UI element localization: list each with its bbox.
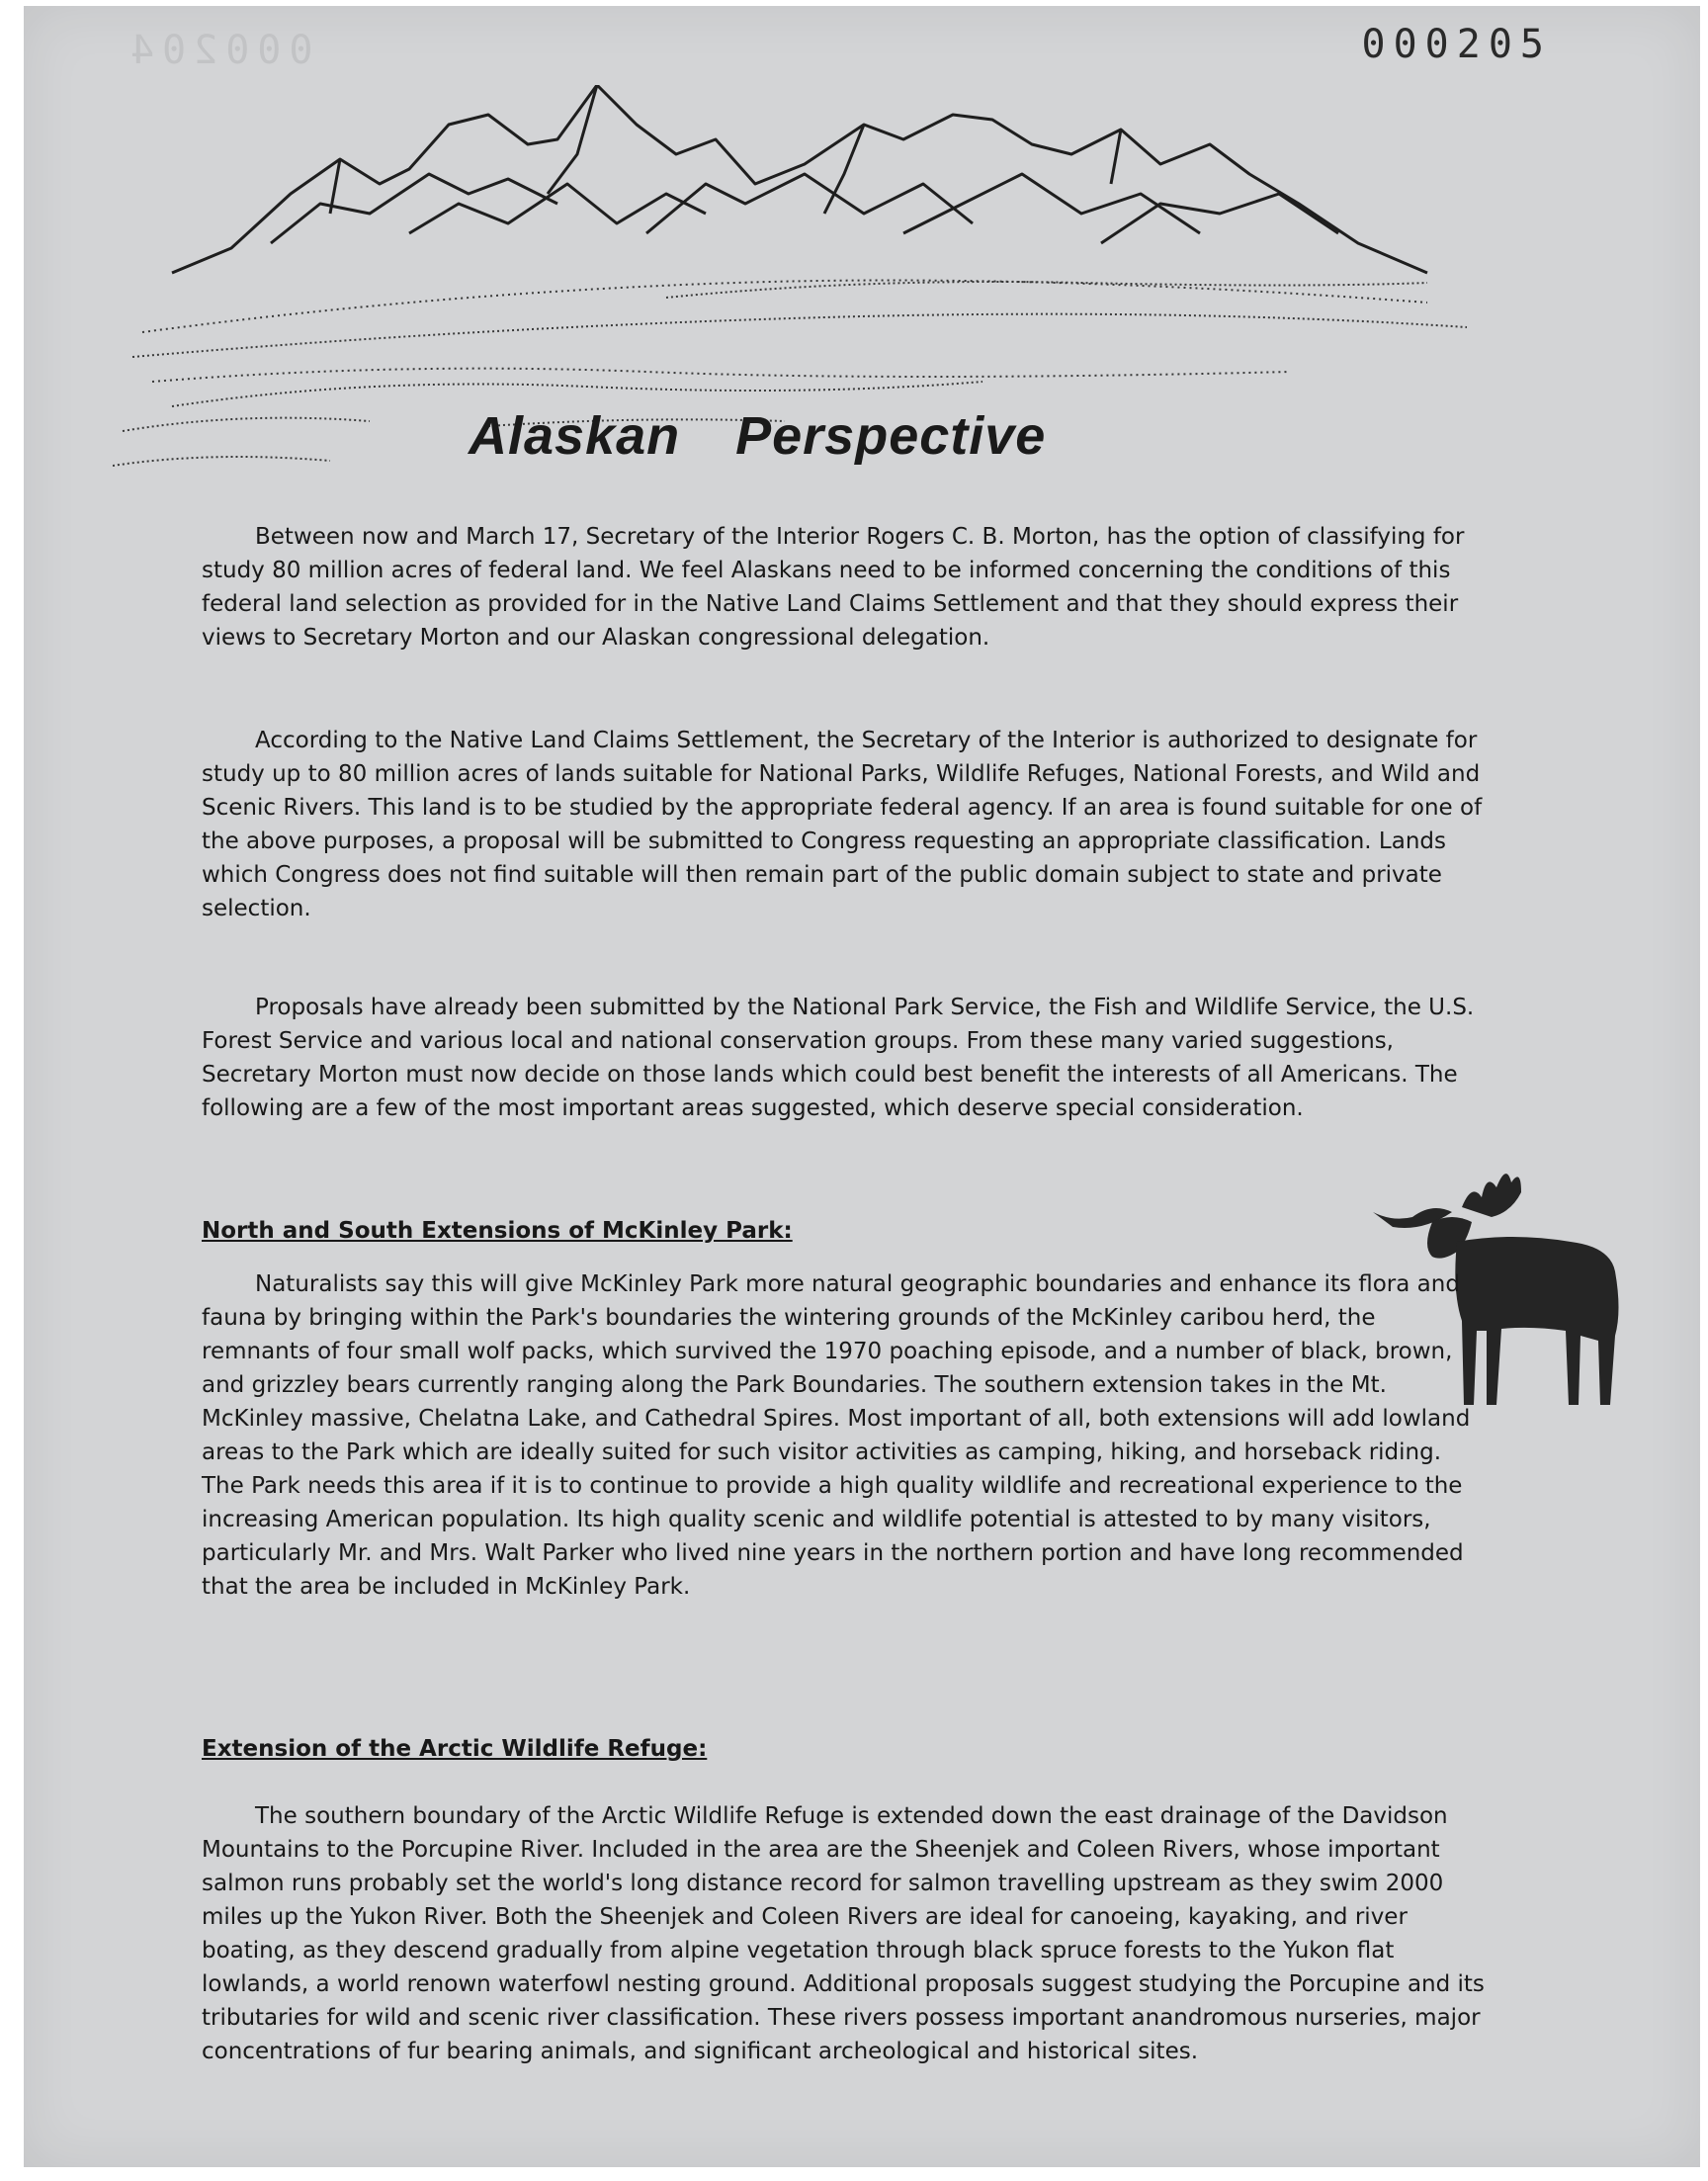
intro-paragraph-2 — [202, 724, 1506, 925]
section-heading-arctic: Extension of the Arctic Wildlife Refuge: — [202, 1736, 708, 1762]
bleed-through-number: 000204 — [123, 28, 313, 73]
paragraph-text: Naturalists say this will give McKinley Park more natural geographic boundaries and enhance its flora and fauna by bringing within the Park's boundaries the wintering grounds of the McKinley caribou herd, the remnants of four small wolf packs, which survived the 1970 poaching episode, and a number of black, brown, and grizzley bears currently ranging along the Park Boundaries. The southern extension takes in the Mt. McKinley massive, Chelatna Lake, and Cathedral Spires. Most important of all, both extensions will add lowland areas to the Park which are ideally suited for such visitor activities as camping, hiking, and horseback riding. The Park needs this area if it is to continue to provide a high quality wildlife and recreational experience to the increasing American population. Its high quality scenic and wildlife potential is attested to by many visitors, particularly Mr. and Mrs. Walt Parker who lived nine years in the northern portion and have long recommended that the area be included in McKinley Park. — [202, 1271, 1471, 1600]
document-number: 000205 — [1361, 22, 1552, 67]
paragraph-text: The southern boundary of the Arctic Wildlife Refuge is extended down the east drainage of the Davidson Mountains to the Porcupine River. Included in the area are the Sheenjek and Coleen Rivers, whose important salmon runs probably set the world's long distance record for salmon travelling upstream as they swim 2000 miles up the Yukon River. Both the Sheenjek and Coleen Rivers are ideal for canoeing, kayaking, and river boating, as they descend gradually from alpine vegetation through black spruce forests to the Yukon flat lowlands, a world renown waterfowl nesting ground. Additional proposals suggest studying the Porcupine and its tributaries for wild and scenic river classification. These rivers possess important anandromous nurseries, major concentrations of fur bearing animals, and significant archeological and historical sites. — [202, 1803, 1485, 2064]
paragraph-text: Proposals have already been submitted by the National Park Service, the Fish and Wildlife Service, the U.S. Forest Service and various local and national conservation groups. From these many varied suggestions, Secretary Morton must now decide on those lands which could best benefit the interests of all Americans. The following are a few of the most important areas suggested, which deserve special consideration. — [202, 995, 1475, 1121]
section-body-mckinley — [202, 1267, 1487, 1604]
intro-paragraph-1 — [202, 520, 1506, 654]
page-title: Alaskan Perspective — [469, 406, 1047, 466]
section-heading-mckinley: North and South Extensions of McKinley Park: — [202, 1218, 793, 1244]
section-body-arctic — [202, 1799, 1506, 2068]
paragraph-text: According to the Native Land Claims Settlement, the Secretary of the Interior is authorized to designate for study up to 80 million acres of lands suitable for National Parks, Wildlife Refuges, National Forests, and Wild and Scenic Rivers. This land is to be studied by the appropriate federal agency. If an area is found suitable for one of the above purposes, a proposal will be submitted to Congress requesting an appropriate classification. Lands which Congress does not find suitable will then remain part of the public domain subject to state and private selection. — [202, 728, 1483, 921]
intro-paragraph-3 — [202, 991, 1506, 1125]
document-page — [24, 6, 1700, 2167]
paragraph-text: Between now and March 17, Secretary of the Interior Rogers C. B. Morton, has the option of classifying for study 80 million acres of federal land. We feel Alaskans need to be informed concerning the conditions of this federal land selection as provided for in the Native Land Claims Settlement and that they should express their views to Secretary Morton and our Alaskan congressional delegation. — [202, 524, 1465, 651]
